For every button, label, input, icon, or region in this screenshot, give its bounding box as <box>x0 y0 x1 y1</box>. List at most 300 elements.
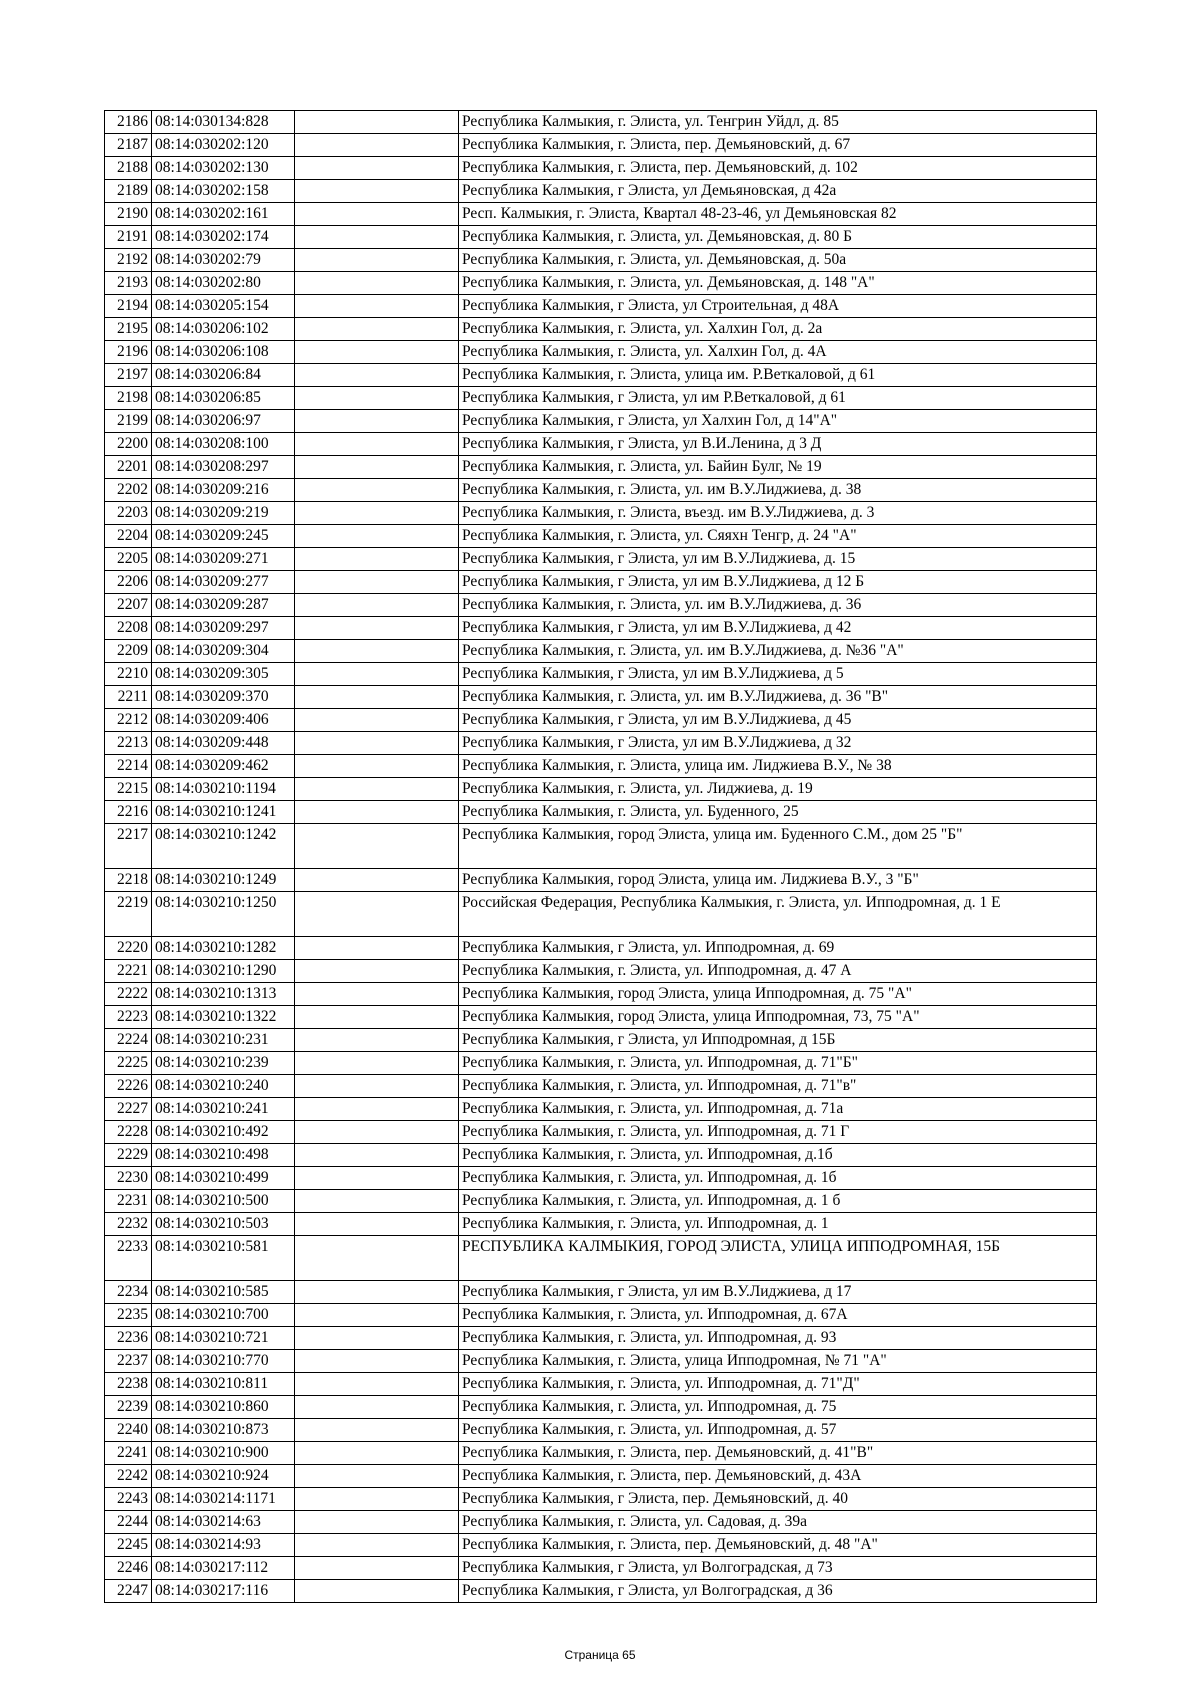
empty-cell <box>295 1213 459 1236</box>
page-footer: Страница 65 <box>564 1648 636 1662</box>
empty-cell <box>295 709 459 732</box>
address-cell: Республика Калмыкия, г. Элиста, ул. Демьяновская, д. 148 "А" <box>459 272 1097 295</box>
empty-cell <box>295 778 459 801</box>
cadastral-number-cell: 08:14:030209:462 <box>152 755 295 778</box>
address-cell: Республика Калмыкия, г. Элиста, пер. Демьяновский, д. 43А <box>459 1465 1097 1488</box>
table-row <box>105 1557 1097 1580</box>
table-row <box>105 755 1097 778</box>
cadastral-number-cell: 08:14:030210:811 <box>152 1373 295 1396</box>
empty-cell <box>295 1006 459 1029</box>
row-number-cell: 2200 <box>105 433 152 456</box>
row-number-cell: 2218 <box>105 869 152 892</box>
table-row <box>105 960 1097 983</box>
table-row <box>105 1006 1097 1029</box>
row-number-cell: 2207 <box>105 594 152 617</box>
cadastral-number-cell: 08:14:030210:500 <box>152 1190 295 1213</box>
table-row <box>105 479 1097 502</box>
empty-cell <box>295 801 459 824</box>
address-cell: Республика Калмыкия, г Элиста, ул им В.У.Лиджиева, д 45 <box>459 709 1097 732</box>
table-row <box>105 1098 1097 1121</box>
empty-cell <box>295 1580 459 1603</box>
row-number-cell: 2239 <box>105 1396 152 1419</box>
empty-cell <box>295 1488 459 1511</box>
table-row <box>105 1167 1097 1190</box>
address-cell: Республика Калмыкия, г. Элиста, ул. Ипподромная, д. 71а <box>459 1098 1097 1121</box>
empty-cell <box>295 387 459 410</box>
row-number-cell: 2230 <box>105 1167 152 1190</box>
cadastral-number-cell: 08:14:030210:241 <box>152 1098 295 1121</box>
cadastral-number-cell: 08:14:030217:112 <box>152 1557 295 1580</box>
address-cell: Республика Калмыкия, г Элиста, ул Строительная, д 48А <box>459 295 1097 318</box>
address-cell: Республика Калмыкия, г. Элиста, ул. Лиджиева, д. 19 <box>459 778 1097 801</box>
empty-cell <box>295 249 459 272</box>
empty-cell <box>295 502 459 525</box>
row-number-cell: 2187 <box>105 134 152 157</box>
empty-cell <box>295 1396 459 1419</box>
empty-cell <box>295 1075 459 1098</box>
empty-cell <box>295 548 459 571</box>
table-row <box>105 502 1097 525</box>
cadastral-number-cell: 08:14:030210:1194 <box>152 778 295 801</box>
row-number-cell: 2212 <box>105 709 152 732</box>
table-row <box>105 1190 1097 1213</box>
cadastral-number-cell: 08:14:030210:873 <box>152 1419 295 1442</box>
row-number-cell: 2243 <box>105 1488 152 1511</box>
empty-cell <box>295 1281 459 1304</box>
address-cell: Республика Калмыкия, г. Элиста, ул. Тенгрин Уйдл, д. 85 <box>459 111 1097 134</box>
table-row <box>105 1465 1097 1488</box>
cadastral-number-cell: 08:14:030209:448 <box>152 732 295 755</box>
cadastral-number-cell: 08:14:030210:585 <box>152 1281 295 1304</box>
table-row <box>105 1304 1097 1327</box>
empty-cell <box>295 1190 459 1213</box>
table-row <box>105 111 1097 134</box>
row-number-cell: 2196 <box>105 341 152 364</box>
empty-cell <box>295 1511 459 1534</box>
empty-cell <box>295 525 459 548</box>
row-number-cell: 2206 <box>105 571 152 594</box>
table-row <box>105 1442 1097 1465</box>
row-number-cell: 2231 <box>105 1190 152 1213</box>
empty-cell <box>295 226 459 249</box>
cadastral-number-cell: 08:14:030206:97 <box>152 410 295 433</box>
address-cell: Республика Калмыкия, г. Элиста, ул. Ипподромная, д. 75 <box>459 1396 1097 1419</box>
cadastral-number-cell: 08:14:030217:116 <box>152 1580 295 1603</box>
table-row <box>105 1488 1097 1511</box>
row-number-cell: 2217 <box>105 824 152 869</box>
table-row <box>105 364 1097 387</box>
row-number-cell: 2229 <box>105 1144 152 1167</box>
address-cell: Республика Калмыкия, г. Элиста, ул. Ипподромная, д. 1 б <box>459 1190 1097 1213</box>
table-row <box>105 272 1097 295</box>
address-cell: Республика Калмыкия, г. Элиста, ул. Садовая, д. 39а <box>459 1511 1097 1534</box>
address-cell: Республика Калмыкия, г Элиста, ул Халхин Гол, д 14"А" <box>459 410 1097 433</box>
row-number-cell: 2191 <box>105 226 152 249</box>
table-row <box>105 1327 1097 1350</box>
table-row <box>105 640 1097 663</box>
address-cell: Республика Калмыкия, г. Элиста, ул. Ипподромная, д. 71"в" <box>459 1075 1097 1098</box>
row-number-cell: 2232 <box>105 1213 152 1236</box>
cadastral-number-cell: 08:14:030202:130 <box>152 157 295 180</box>
cadastral-number-cell: 08:14:030210:1242 <box>152 824 295 869</box>
cadastral-number-cell: 08:14:030208:297 <box>152 456 295 479</box>
empty-cell <box>295 1167 459 1190</box>
table-row <box>105 824 1097 869</box>
cadastral-number-cell: 08:14:030210:860 <box>152 1396 295 1419</box>
empty-cell <box>295 1052 459 1075</box>
table-row <box>105 226 1097 249</box>
cadastral-number-cell: 08:14:030205:154 <box>152 295 295 318</box>
row-number-cell: 2227 <box>105 1098 152 1121</box>
cadastral-number-cell: 08:14:030210:492 <box>152 1121 295 1144</box>
table-row <box>105 157 1097 180</box>
empty-cell <box>295 824 459 869</box>
row-number-cell: 2234 <box>105 1281 152 1304</box>
table-row <box>105 1029 1097 1052</box>
row-number-cell: 2197 <box>105 364 152 387</box>
row-number-cell: 2235 <box>105 1304 152 1327</box>
table-row <box>105 892 1097 937</box>
cadastral-number-cell: 08:14:030210:1250 <box>152 892 295 937</box>
address-cell: Республика Калмыкия, г. Элиста, ул. Байин Булг, № 19 <box>459 456 1097 479</box>
cadastral-number-cell: 08:14:030209:406 <box>152 709 295 732</box>
cadastral-number-cell: 08:14:030210:1249 <box>152 869 295 892</box>
row-number-cell: 2192 <box>105 249 152 272</box>
cadastral-number-cell: 08:14:030209:297 <box>152 617 295 640</box>
row-number-cell: 2195 <box>105 318 152 341</box>
table-row <box>105 180 1097 203</box>
cadastral-number-cell: 08:14:030210:231 <box>152 1029 295 1052</box>
row-number-cell: 2201 <box>105 456 152 479</box>
table-row <box>105 433 1097 456</box>
address-cell: Республика Калмыкия, г. Элиста, въезд. им В.У.Лиджиева, д. 3 <box>459 502 1097 525</box>
cadastral-number-cell: 08:14:030210:770 <box>152 1350 295 1373</box>
address-cell: Республика Калмыкия, город Элиста, улица им. Лиджиева В.У., 3 "Б" <box>459 869 1097 892</box>
cadastral-number-cell: 08:14:030209:271 <box>152 548 295 571</box>
cadastral-number-cell: 08:14:030214:93 <box>152 1534 295 1557</box>
address-cell: Республика Калмыкия, г. Элиста, пер. Демьяновский, д. 41"В" <box>459 1442 1097 1465</box>
address-cell: Республика Калмыкия, г Элиста, ул им В.У.Лиджиева, д 5 <box>459 663 1097 686</box>
address-cell: Республика Калмыкия, г. Элиста, ул. Ипподромная, д. 71 Г <box>459 1121 1097 1144</box>
table-row <box>105 410 1097 433</box>
empty-cell <box>295 318 459 341</box>
row-number-cell: 2209 <box>105 640 152 663</box>
row-number-cell: 2247 <box>105 1580 152 1603</box>
address-cell: Республика Калмыкия, г. Элиста, ул. им В.У.Лиджиева, д. №36 "А" <box>459 640 1097 663</box>
row-number-cell: 2194 <box>105 295 152 318</box>
row-number-cell: 2193 <box>105 272 152 295</box>
address-cell: Республика Калмыкия, г. Элиста, ул. Ипподромная, д. 71"Д" <box>459 1373 1097 1396</box>
row-number-cell: 2213 <box>105 732 152 755</box>
table-row <box>105 1419 1097 1442</box>
row-number-cell: 2228 <box>105 1121 152 1144</box>
table-row <box>105 1350 1097 1373</box>
cadastral-number-cell: 08:14:030202:158 <box>152 180 295 203</box>
address-cell: Республика Калмыкия, г Элиста, ул им В.У.Лиджиева, д. 15 <box>459 548 1097 571</box>
table-row <box>105 249 1097 272</box>
address-cell: Республика Калмыкия, г. Элиста, улица им. Лиджиева В.У., № 38 <box>459 755 1097 778</box>
row-number-cell: 2205 <box>105 548 152 571</box>
table-row <box>105 387 1097 410</box>
empty-cell <box>295 1236 459 1281</box>
empty-cell <box>295 892 459 937</box>
table-row <box>105 1236 1097 1281</box>
row-number-cell: 2245 <box>105 1534 152 1557</box>
table-row <box>105 1580 1097 1603</box>
table-row <box>105 318 1097 341</box>
cadastral-number-cell: 08:14:030210:1241 <box>152 801 295 824</box>
cadastral-number-cell: 08:14:030210:924 <box>152 1465 295 1488</box>
cadastral-number-cell: 08:14:030202:79 <box>152 249 295 272</box>
row-number-cell: 2246 <box>105 1557 152 1580</box>
cadastral-number-cell: 08:14:030206:85 <box>152 387 295 410</box>
cadastral-number-cell: 08:14:030202:80 <box>152 272 295 295</box>
cadastral-number-cell: 08:14:030209:245 <box>152 525 295 548</box>
empty-cell <box>295 157 459 180</box>
cadastral-number-cell: 08:14:030210:239 <box>152 1052 295 1075</box>
address-cell: Республика Калмыкия, г. Элиста, ул. Халхин Гол, д. 2а <box>459 318 1097 341</box>
cadastral-number-cell: 08:14:030210:1322 <box>152 1006 295 1029</box>
row-number-cell: 2190 <box>105 203 152 226</box>
table-row <box>105 1144 1097 1167</box>
empty-cell <box>295 364 459 387</box>
table-row <box>105 1052 1097 1075</box>
cadastral-number-cell: 08:14:030210:700 <box>152 1304 295 1327</box>
row-number-cell: 2219 <box>105 892 152 937</box>
address-cell: РЕСПУБЛИКА КАЛМЫКИЯ, ГОРОД ЭЛИСТА, УЛИЦА ИППОДРОМНАЯ, 15Б <box>459 1236 1097 1281</box>
row-number-cell: 2198 <box>105 387 152 410</box>
table-row <box>105 801 1097 824</box>
row-number-cell: 2199 <box>105 410 152 433</box>
cadastral-number-cell: 08:14:030209:304 <box>152 640 295 663</box>
empty-cell <box>295 1121 459 1144</box>
table-row <box>105 1281 1097 1304</box>
address-cell: Республика Калмыкия, город Элиста, улица Ипподромная, 73, 75 "А" <box>459 1006 1097 1029</box>
address-cell: Республика Калмыкия, г. Элиста, ул. Ипподромная, д.1б <box>459 1144 1097 1167</box>
cadastral-number-cell: 08:14:030209:277 <box>152 571 295 594</box>
cadastral-number-cell: 08:14:030209:219 <box>152 502 295 525</box>
table-row <box>105 1213 1097 1236</box>
empty-cell <box>295 1327 459 1350</box>
cadastral-number-cell: 08:14:030210:498 <box>152 1144 295 1167</box>
row-number-cell: 2214 <box>105 755 152 778</box>
row-number-cell: 2186 <box>105 111 152 134</box>
address-cell: Республика Калмыкия, г Элиста, ул Демьяновская, д 42а <box>459 180 1097 203</box>
address-cell: Республика Калмыкия, г. Элиста, ул. Буденного, 25 <box>459 801 1097 824</box>
empty-cell <box>295 1442 459 1465</box>
empty-cell <box>295 134 459 157</box>
empty-cell <box>295 869 459 892</box>
address-cell: Республика Калмыкия, г Элиста, ул. Ипподромная, д. 69 <box>459 937 1097 960</box>
address-cell: Республика Калмыкия, г. Элиста, пер. Демьяновский, д. 48 "А" <box>459 1534 1097 1557</box>
row-number-cell: 2241 <box>105 1442 152 1465</box>
cadastral-number-cell: 08:14:030206:84 <box>152 364 295 387</box>
address-cell: Республика Калмыкия, г. Элиста, пер. Демьяновский, д. 102 <box>459 157 1097 180</box>
address-cell: Республика Калмыкия, г Элиста, ул В.И.Ленина, д 3 Д <box>459 433 1097 456</box>
table-row <box>105 203 1097 226</box>
row-number-cell: 2188 <box>105 157 152 180</box>
row-number-cell: 2222 <box>105 983 152 1006</box>
table-row <box>105 778 1097 801</box>
empty-cell <box>295 663 459 686</box>
table-row <box>105 617 1097 640</box>
table-row <box>105 548 1097 571</box>
row-number-cell: 2203 <box>105 502 152 525</box>
cadastral-number-cell: 08:14:030210:503 <box>152 1213 295 1236</box>
address-cell: Республика Калмыкия, г Элиста, ул им В.У.Лиджиева, д 17 <box>459 1281 1097 1304</box>
cadastral-number-cell: 08:14:030209:370 <box>152 686 295 709</box>
table-row <box>105 732 1097 755</box>
table-row <box>105 1373 1097 1396</box>
cadastral-number-cell: 08:14:030210:240 <box>152 1075 295 1098</box>
cadastral-number-cell: 08:14:030208:100 <box>152 433 295 456</box>
table-row <box>105 594 1097 617</box>
empty-cell <box>295 686 459 709</box>
address-cell: Республика Калмыкия, г. Элиста, ул. Ипподромная, д. 67А <box>459 1304 1097 1327</box>
address-cell: Республика Калмыкия, г. Элиста, ул. Демьяновская, д. 80 Б <box>459 226 1097 249</box>
table-row <box>105 937 1097 960</box>
empty-cell <box>295 456 459 479</box>
registry-table <box>104 110 1097 1603</box>
cadastral-number-cell: 08:14:030209:287 <box>152 594 295 617</box>
address-cell: Республика Калмыкия, г. Элиста, ул. Ипподромная, д. 71"Б" <box>459 1052 1097 1075</box>
row-number-cell: 2237 <box>105 1350 152 1373</box>
cadastral-number-cell: 08:14:030209:305 <box>152 663 295 686</box>
table-row <box>105 663 1097 686</box>
table-row <box>105 525 1097 548</box>
empty-cell <box>295 272 459 295</box>
empty-cell <box>295 732 459 755</box>
empty-cell <box>295 203 459 226</box>
empty-cell <box>295 1029 459 1052</box>
table-row <box>105 134 1097 157</box>
address-cell: Республика Калмыкия, г. Элиста, улица Ипподромная, № 71 "А" <box>459 1350 1097 1373</box>
address-cell: Республика Калмыкия, город Элиста, улица Ипподромная, д. 75 "А" <box>459 983 1097 1006</box>
empty-cell <box>295 180 459 203</box>
empty-cell <box>295 640 459 663</box>
cadastral-number-cell: 08:14:030210:721 <box>152 1327 295 1350</box>
row-number-cell: 2233 <box>105 1236 152 1281</box>
empty-cell <box>295 594 459 617</box>
empty-cell <box>295 1373 459 1396</box>
empty-cell <box>295 1557 459 1580</box>
cadastral-number-cell: 08:14:030209:216 <box>152 479 295 502</box>
address-cell: Республика Калмыкия, г. Элиста, ул. Ипподромная, д. 93 <box>459 1327 1097 1350</box>
address-cell: Республика Калмыкия, город Элиста, улица им. Буденного С.М., дом 25 "Б" <box>459 824 1097 869</box>
cadastral-number-cell: 08:14:030202:161 <box>152 203 295 226</box>
table-row <box>105 1075 1097 1098</box>
row-number-cell: 2225 <box>105 1052 152 1075</box>
cadastral-number-cell: 08:14:030210:581 <box>152 1236 295 1281</box>
cadastral-number-cell: 08:14:030210:499 <box>152 1167 295 1190</box>
empty-cell <box>295 617 459 640</box>
address-cell: Респ. Калмыкия, г. Элиста, Квартал 48-23-46, ул Демьяновская 82 <box>459 203 1097 226</box>
row-number-cell: 2224 <box>105 1029 152 1052</box>
row-number-cell: 2220 <box>105 937 152 960</box>
empty-cell <box>295 1098 459 1121</box>
table-row <box>105 571 1097 594</box>
address-cell: Республика Калмыкия, г Элиста, ул им Р.Веткаловой, д 61 <box>459 387 1097 410</box>
cadastral-number-cell: 08:14:030202:120 <box>152 134 295 157</box>
empty-cell <box>295 111 459 134</box>
row-number-cell: 2226 <box>105 1075 152 1098</box>
empty-cell <box>295 1144 459 1167</box>
empty-cell <box>295 1465 459 1488</box>
cadastral-number-cell: 08:14:030210:900 <box>152 1442 295 1465</box>
cadastral-number-cell: 08:14:030214:63 <box>152 1511 295 1534</box>
cadastral-number-cell: 08:14:030202:174 <box>152 226 295 249</box>
empty-cell <box>295 479 459 502</box>
table-row <box>105 341 1097 364</box>
registry-table-body <box>105 111 1097 1603</box>
empty-cell <box>295 1419 459 1442</box>
table-row <box>105 1396 1097 1419</box>
row-number-cell: 2211 <box>105 686 152 709</box>
cadastral-number-cell: 08:14:030214:1171 <box>152 1488 295 1511</box>
address-cell: Республика Калмыкия, г. Элиста, ул. Ипподромная, д. 57 <box>459 1419 1097 1442</box>
cadastral-number-cell: 08:14:030210:1313 <box>152 983 295 1006</box>
address-cell: Республика Калмыкия, г Элиста, ул Ипподромная, д 15Б <box>459 1029 1097 1052</box>
empty-cell <box>295 755 459 778</box>
address-cell: Республика Калмыкия, г. Элиста, ул. Ипподромная, д. 1 <box>459 1213 1097 1236</box>
empty-cell <box>295 937 459 960</box>
empty-cell <box>295 1534 459 1557</box>
row-number-cell: 2244 <box>105 1511 152 1534</box>
address-cell: Республика Калмыкия, г. Элиста, пер. Демьяновский, д. 67 <box>459 134 1097 157</box>
empty-cell <box>295 295 459 318</box>
address-cell: Республика Калмыкия, г. Элиста, ул. Демьяновская, д. 50а <box>459 249 1097 272</box>
cadastral-number-cell: 08:14:030134:828 <box>152 111 295 134</box>
row-number-cell: 2223 <box>105 1006 152 1029</box>
table-row <box>105 869 1097 892</box>
table-row <box>105 983 1097 1006</box>
empty-cell <box>295 960 459 983</box>
table-row <box>105 686 1097 709</box>
address-cell: Республика Калмыкия, г Элиста, пер. Демьяновский, д. 40 <box>459 1488 1097 1511</box>
table-row <box>105 295 1097 318</box>
row-number-cell: 2240 <box>105 1419 152 1442</box>
cadastral-number-cell: 08:14:030210:1290 <box>152 960 295 983</box>
row-number-cell: 2238 <box>105 1373 152 1396</box>
address-cell: Республика Калмыкия, г. Элиста, ул. Ипподромная, д. 47 А <box>459 960 1097 983</box>
row-number-cell: 2216 <box>105 801 152 824</box>
empty-cell <box>295 410 459 433</box>
row-number-cell: 2210 <box>105 663 152 686</box>
cadastral-number-cell: 08:14:030206:108 <box>152 341 295 364</box>
empty-cell <box>295 983 459 1006</box>
address-cell: Республика Калмыкия, г. Элиста, ул. им В.У.Лиджиева, д. 38 <box>459 479 1097 502</box>
address-cell: Республика Калмыкия, г Элиста, ул им В.У.Лиджиева, д 42 <box>459 617 1097 640</box>
empty-cell <box>295 571 459 594</box>
row-number-cell: 2215 <box>105 778 152 801</box>
table-row <box>105 456 1097 479</box>
table-row <box>105 709 1097 732</box>
address-cell: Республика Калмыкия, г Элиста, ул им В.У.Лиджиева, д 12 Б <box>459 571 1097 594</box>
empty-cell <box>295 1350 459 1373</box>
row-number-cell: 2208 <box>105 617 152 640</box>
empty-cell <box>295 433 459 456</box>
table-row <box>105 1121 1097 1144</box>
row-number-cell: 2236 <box>105 1327 152 1350</box>
address-cell: Республика Калмыкия, г. Элиста, ул. им В.У.Лиджиева, д. 36 <box>459 594 1097 617</box>
row-number-cell: 2204 <box>105 525 152 548</box>
empty-cell <box>295 341 459 364</box>
row-number-cell: 2189 <box>105 180 152 203</box>
address-cell: Республика Калмыкия, г. Элиста, ул. им В.У.Лиджиева, д. 36 "В" <box>459 686 1097 709</box>
row-number-cell: 2202 <box>105 479 152 502</box>
address-cell: Республика Калмыкия, г. Элиста, ул. Халхин Гол, д. 4А <box>459 341 1097 364</box>
row-number-cell: 2242 <box>105 1465 152 1488</box>
